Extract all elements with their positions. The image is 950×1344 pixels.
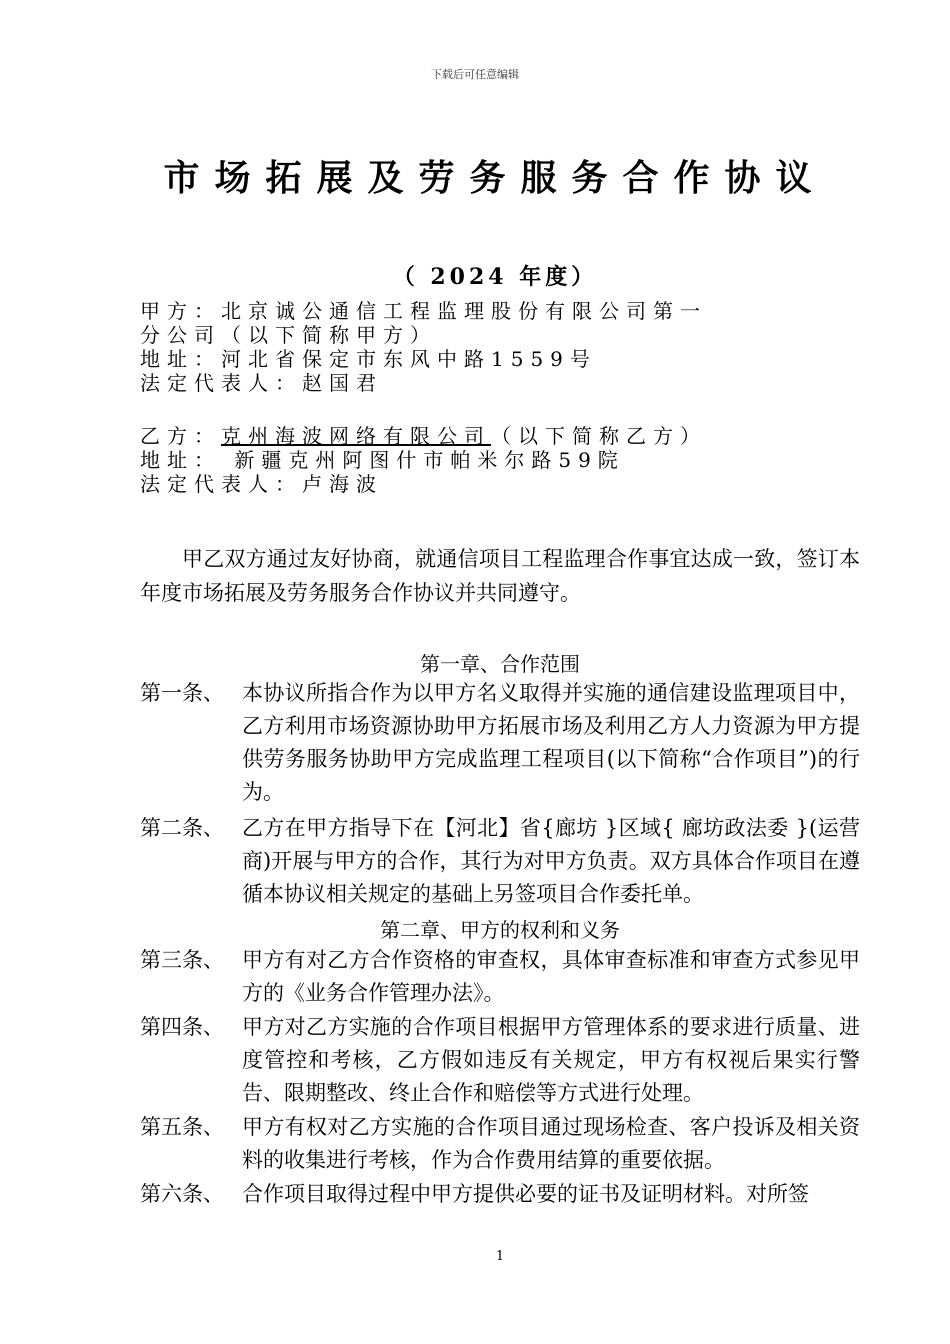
party-a-address: 地址：河北省保定市东风中路1559号 [140, 347, 597, 371]
party-b-name: 克州海波网络有限公司 [221, 424, 491, 448]
article-1 [140, 677, 860, 809]
party-b-line1 [140, 424, 860, 448]
party-a-rep: 法定代表人：赵国君 [140, 371, 383, 395]
party-b-rep: 法定代表人：卢海波 [140, 472, 383, 496]
chapter-2-heading: 第二章、甲方的权利和义务 [380, 918, 620, 942]
article-text: 合作项目取得过程中甲方提供必要的证书及证明材料。对所签 [242, 1182, 809, 1206]
chapter-1-heading: 第一章、合作范围 [420, 652, 580, 676]
header-note: 下载后可任意编辑 [431, 68, 519, 81]
party-b-block [140, 424, 860, 496]
article-text: 甲方有对乙方合作资格的审查权，具体审查标准和审查方式参见甲方的《业务合作管理办法》。 [242, 948, 860, 1005]
party-b-address: 地址： 新疆克州阿图什市帕米尔路59院 [140, 448, 625, 472]
page-number: 1 [495, 1249, 505, 1264]
party-a-line1: 甲方：北京诚公通信工程监理股份有限公司第一 [140, 299, 707, 323]
article-6 [140, 1178, 860, 1211]
party-b-suffix: （以下简称乙方） [491, 424, 707, 448]
article-5 [140, 1111, 860, 1177]
intro-paragraph: 甲乙双方通过友好协商，就通信项目工程监理合作事宜达成一致，签订本年度市场拓展及劳务服务合作协议并共同遵守。 [140, 547, 860, 605]
article-4 [140, 1011, 860, 1110]
article-label: 第三条、 [140, 948, 224, 972]
article-label: 第五条、 [140, 1115, 224, 1139]
article-text: 甲方有权对乙方实施的合作项目通过现场检查、客户投诉及相关资料的收集进行考核，作为合作费用结算的重要依据。 [242, 1115, 860, 1172]
article-label: 第四条、 [140, 1015, 224, 1039]
year-line: （ 2024 年度） [392, 264, 598, 290]
article-label: 第六条、 [140, 1182, 224, 1206]
party-a-line2: 分公司（以下简称甲方） [140, 323, 437, 347]
article-text: 乙方在甲方指导下在【河北】省{廊坊 }区域{ 廊坊政法委 }(运营商)开展与甲方的合作，其行为对甲方负责。双方具体合作项目在遵循本协议相关规定的基础上另签项目合作委托单。 [242, 816, 860, 906]
article-label: 第一条、 [140, 681, 224, 705]
article-text: 本协议所指合作为以甲方名义取得并实施的通信建设监理项目中，乙方利用市场资源协助甲方拓展市场及利用乙方人力资源为甲方提供劳务服务协助甲方完成监理工程项目(以下简称“合作项目”)的行为。 [242, 681, 860, 804]
party-b-label: 乙方： [140, 424, 221, 448]
article-2 [140, 812, 860, 911]
party-a-block [140, 299, 860, 395]
document-title: 市场拓展及劳务服务合作协议 [163, 157, 827, 199]
article-3 [140, 944, 860, 1010]
article-label: 第二条、 [140, 816, 224, 840]
article-text: 甲方对乙方实施的合作项目根据甲方管理体系的要求进行质量、进度管控和考核，乙方假如违反有关规定，甲方有权视后果实行警告、限期整改、终止合作和赔偿等方式进行处理。 [242, 1015, 860, 1105]
